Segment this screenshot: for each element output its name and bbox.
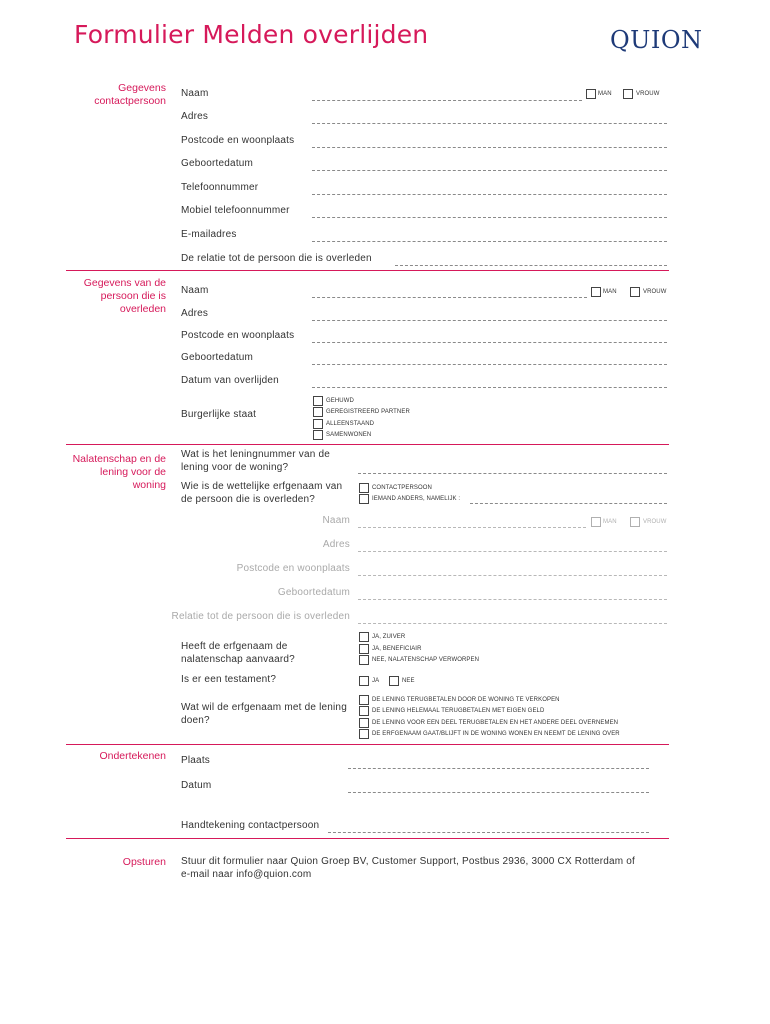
deceased-overlijden-field[interactable] — [312, 387, 667, 388]
estate-testament-label: Is er een testament? — [181, 674, 277, 685]
testament-nee-checkbox[interactable] — [389, 676, 399, 686]
aanvaard-beneficiair-label: JA, BENEFICIAIR — [372, 646, 422, 652]
deceased-burgerlijke-staat-label: Burgerlijke staat — [181, 409, 257, 420]
deceased-overlijden-label: Datum van overlijden — [181, 375, 279, 386]
section-title-contact: Gegevens contactpersoon — [94, 82, 166, 107]
contact-telefoon-field[interactable] — [312, 194, 667, 195]
deceased-postcode-field[interactable] — [312, 342, 667, 343]
section-divider — [66, 444, 669, 445]
section-title-send: Opsturen — [122, 856, 166, 868]
quion-logo: QUION — [610, 26, 703, 54]
contact-relatie-field[interactable] — [395, 265, 667, 266]
estate-aanvaard-label: Heeft de erfgenaam de nalatenschap aanvaard? — [181, 641, 295, 665]
deceased-naam-field[interactable] — [312, 297, 587, 298]
estate-leningnummer-label: Wat is het leningnummer van de lening voor de woning? — [181, 449, 331, 473]
contact-email-field[interactable] — [312, 241, 667, 242]
contact-vrouw-checkbox[interactable] — [623, 89, 633, 99]
erfgenaam-adres-field[interactable] — [358, 551, 667, 552]
sign-plaats-label: Plaats — [181, 755, 210, 766]
sign-datum-field[interactable] — [348, 792, 649, 793]
staat-samenwonen-checkbox[interactable] — [313, 430, 323, 440]
sign-datum-label: Datum — [181, 780, 212, 791]
lening-deel-label: DE LENING VOOR EEN DEEL TERUGBETALEN EN HET ANDERE DEEL OVERNEMEN — [372, 720, 619, 726]
section-title-estate: Nalatenschap en de lening voor de woning — [72, 453, 166, 491]
staat-partner-checkbox[interactable] — [313, 407, 323, 417]
section-title-sign: Ondertekenen — [99, 750, 166, 762]
lening-eigen-geld-checkbox[interactable] — [359, 706, 369, 716]
deceased-adres-field[interactable] — [312, 320, 667, 321]
contact-geboortedatum-label: Geboortedatum — [181, 158, 254, 169]
sign-handtekening-field[interactable] — [328, 832, 649, 833]
testament-ja-label: JA — [372, 678, 380, 684]
deceased-naam-label: Naam — [181, 285, 209, 296]
erfgenaam-contactpersoon-checkbox[interactable] — [359, 483, 369, 493]
contact-adres-field[interactable] — [312, 123, 667, 124]
contact-adres-label: Adres — [181, 111, 209, 122]
erfgenaam-man-checkbox[interactable] — [591, 517, 601, 527]
contact-man-label: MAN — [598, 91, 612, 97]
sign-handtekening-label: Handtekening contactpersoon — [181, 820, 320, 831]
erfgenaam-anders-checkbox[interactable] — [359, 494, 369, 504]
staat-alleenstaand-checkbox[interactable] — [313, 419, 323, 429]
contact-geboortedatum-field[interactable] — [312, 170, 667, 171]
erfgenaam-geboortedatum-label: Geboortedatum — [277, 587, 350, 598]
deceased-geboortedatum-field[interactable] — [312, 364, 667, 365]
erfgenaam-relatie-label: Relatie tot de persoon die is overleden — [171, 611, 350, 622]
section-divider — [66, 838, 669, 839]
contact-postcode-label: Postcode en woonplaats — [181, 135, 295, 146]
page-title: Formulier Melden overlijden — [74, 20, 429, 49]
estate-lening-vraag-label: Wat wil de erfgenaam met de lening doen? — [181, 702, 347, 726]
contact-telefoon-label: Telefoonnummer — [181, 182, 259, 193]
erfgenaam-anders-label: IEMAND ANDERS, NAMELIJK : — [372, 496, 461, 502]
erfgenaam-postcode-field[interactable] — [358, 575, 667, 576]
erfgenaam-man-label: MAN — [603, 519, 617, 525]
deceased-man-checkbox[interactable] — [591, 287, 601, 297]
deceased-postcode-label: Postcode en woonplaats — [181, 330, 295, 341]
deceased-vrouw-checkbox[interactable] — [630, 287, 640, 297]
erfgenaam-vrouw-label: VROUW — [643, 519, 667, 525]
erfgenaam-anders-field[interactable] — [470, 503, 667, 504]
lening-overnemen-checkbox[interactable] — [359, 729, 369, 739]
lening-verkopen-checkbox[interactable] — [359, 695, 369, 705]
contact-email-label: E-mailadres — [181, 229, 237, 240]
testament-nee-label: NEE — [402, 678, 415, 684]
erfgenaam-vrouw-checkbox[interactable] — [630, 517, 640, 527]
contact-naam-label: Naam — [181, 88, 209, 99]
lening-deel-checkbox[interactable] — [359, 718, 369, 728]
staat-samenwonen-label: SAMENWONEN — [326, 432, 372, 438]
deceased-adres-label: Adres — [181, 308, 209, 319]
contact-postcode-field[interactable] — [312, 147, 667, 148]
contact-vrouw-label: VROUW — [636, 91, 660, 97]
aanvaard-zuiver-label: JA, ZUIVER — [372, 634, 406, 640]
lening-overnemen-label: DE ERFGENAAM GAAT/BLIJFT IN DE WONING WONEN EN NEEMT DE LENING OVER — [372, 731, 620, 737]
lening-eigen-geld-label: DE LENING HELEMAAL TERUGBETALEN MET EIGEN GELD — [372, 708, 545, 714]
deceased-man-label: MAN — [603, 289, 617, 295]
estate-erfgenaam-label: Wie is de wettelijke erfgenaam van de persoon die is overleden? — [181, 481, 343, 505]
testament-ja-checkbox[interactable] — [359, 676, 369, 686]
aanvaard-beneficiair-checkbox[interactable] — [359, 644, 369, 654]
lening-verkopen-label: DE LENING TERUGBETALEN DOOR DE WONING TE VERKOPEN — [372, 697, 560, 703]
contact-man-checkbox[interactable] — [586, 89, 596, 99]
aanvaard-verworpen-label: NEE, NALATENSCHAP VERWORPEN — [372, 657, 480, 663]
erfgenaam-naam-label: Naam — [322, 515, 350, 526]
section-divider — [66, 744, 669, 745]
estate-leningnummer-field[interactable] — [358, 473, 667, 474]
section-title-deceased: Gegevens van de persoon die is overleden — [83, 277, 166, 315]
sign-plaats-field[interactable] — [348, 768, 649, 769]
contact-naam-field[interactable] — [312, 100, 582, 101]
erfgenaam-adres-label: Adres — [322, 539, 350, 550]
contact-mobiel-field[interactable] — [312, 217, 667, 218]
erfgenaam-contactpersoon-label: CONTACTPERSOON — [372, 485, 432, 491]
erfgenaam-postcode-label: Postcode en woonplaats — [236, 563, 350, 574]
erfgenaam-relatie-field[interactable] — [358, 623, 667, 624]
staat-partner-label: GEREGISTREERD PARTNER — [326, 409, 410, 415]
staat-gehuwd-label: GEHUWD — [326, 398, 354, 404]
contact-mobiel-label: Mobiel telefoonnummer — [181, 205, 290, 216]
contact-relatie-label: De relatie tot de persoon die is overleden — [181, 253, 372, 264]
aanvaard-zuiver-checkbox[interactable] — [359, 632, 369, 642]
staat-alleenstaand-label: ALLEENSTAAND — [326, 421, 375, 427]
erfgenaam-naam-field[interactable] — [358, 527, 586, 528]
aanvaard-verworpen-checkbox[interactable] — [359, 655, 369, 665]
deceased-geboortedatum-label: Geboortedatum — [181, 352, 254, 363]
section-divider — [66, 270, 669, 271]
erfgenaam-geboortedatum-field[interactable] — [358, 599, 667, 600]
send-instructions: Stuur dit formulier naar Quion Groep BV, Customer Support, Postbus 2936, 3000 CX Rotterdam of e-mail naar info@quion.com — [181, 856, 636, 880]
deceased-vrouw-label: VROUW — [643, 289, 667, 295]
staat-gehuwd-checkbox[interactable] — [313, 396, 323, 406]
